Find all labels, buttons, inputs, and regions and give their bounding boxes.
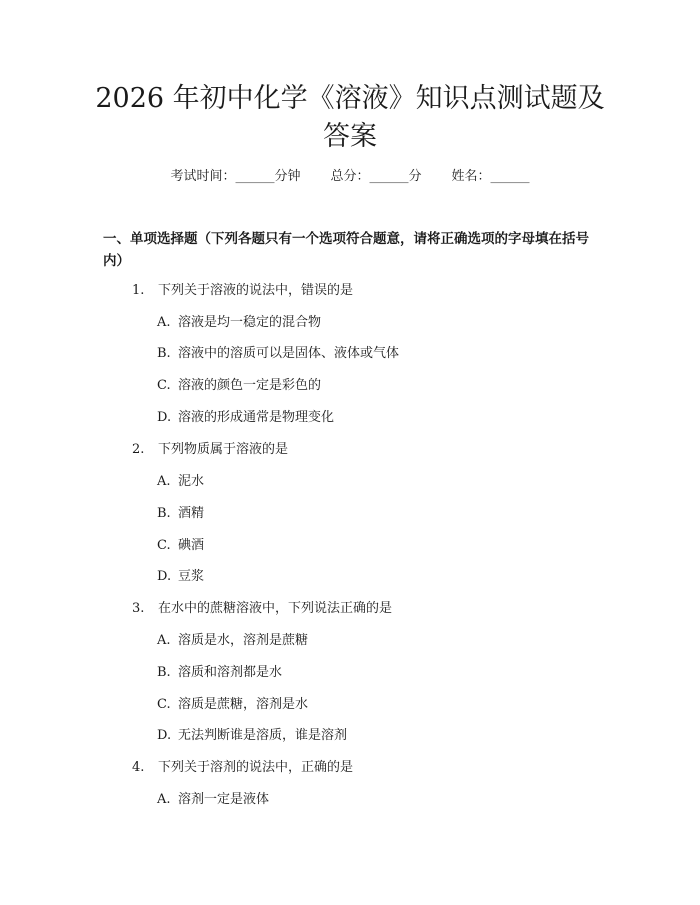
question-4 [132, 759, 353, 777]
option-3d [157, 727, 347, 745]
option-letter: B. [157, 506, 171, 521]
option-letter: A. [157, 792, 171, 807]
exam-meta-line [0, 168, 700, 186]
section-heading: 一、单项选择题（下列各题只有一个选项符合题意，请将正确选项的字母填在括号内） [103, 231, 589, 269]
question-2 [132, 441, 288, 459]
question-1 [132, 282, 353, 300]
option-text: 碘酒 [178, 538, 205, 553]
option-letter: C. [157, 538, 171, 553]
option-text: 泥水 [178, 474, 205, 489]
option-text: 溶质和溶剂都是水 [178, 665, 283, 680]
option-letter: A. [157, 633, 171, 648]
time-unit: 分钟 [274, 169, 301, 184]
name-label: 姓名： [451, 169, 491, 184]
option-letter: A. [157, 315, 171, 330]
option-text: 溶液的形成通常是物理变化 [178, 410, 335, 425]
option-letter: C. [157, 378, 171, 393]
option-1d [157, 409, 334, 427]
question-text: 下列物质属于溶液的是 [158, 442, 289, 457]
option-2d [157, 568, 204, 586]
option-3a [157, 632, 308, 650]
option-text: 溶液是均一稳定的混合物 [178, 315, 322, 330]
option-text: 酒精 [178, 506, 205, 521]
option-2b [157, 505, 204, 523]
option-text: 溶质是水，溶剂是蔗糖 [178, 633, 309, 648]
score-blank: ______ [369, 169, 409, 184]
option-text: 溶液中的溶质可以是固体、液体或气体 [178, 346, 400, 361]
option-letter: D. [157, 728, 172, 743]
option-2c [157, 537, 204, 555]
option-letter: D. [157, 569, 172, 584]
option-1b [157, 345, 399, 363]
score-label: 总分： [330, 169, 370, 184]
question-number: 3. [132, 601, 145, 616]
option-text: 溶液的颜色一定是彩色的 [178, 378, 322, 393]
question-number: 2. [132, 442, 145, 457]
page-title: 2026 年初中化学《溶液》知识点测试题及答案 [95, 83, 605, 152]
option-letter: D. [157, 410, 172, 425]
option-4a [157, 791, 269, 809]
option-letter: B. [157, 346, 171, 361]
score-unit: 分 [408, 169, 422, 184]
option-text: 无法判断谁是溶质，谁是溶剂 [178, 728, 348, 743]
option-1c [157, 377, 321, 395]
question-text: 下列关于溶剂的说法中，正确的是 [158, 760, 354, 775]
time-label: 考试时间： [170, 169, 236, 184]
name-blank: ______ [490, 169, 530, 184]
question-number: 4. [132, 760, 145, 775]
option-text: 溶剂一定是液体 [178, 792, 270, 807]
question-text: 在水中的蔗糖溶液中，下列说法正确的是 [158, 601, 393, 616]
option-letter: B. [157, 665, 171, 680]
question-3 [132, 600, 392, 618]
question-number: 1. [132, 283, 145, 298]
option-3c [157, 696, 308, 714]
time-blank: ______ [235, 169, 275, 184]
option-3b [157, 664, 282, 682]
option-1a [157, 314, 321, 332]
option-2a [157, 473, 204, 491]
option-letter: A. [157, 474, 171, 489]
option-text: 溶质是蔗糖，溶剂是水 [178, 697, 309, 712]
question-text: 下列关于溶液的说法中，错误的是 [158, 283, 354, 298]
option-text: 豆浆 [178, 569, 205, 584]
option-letter: C. [157, 697, 171, 712]
